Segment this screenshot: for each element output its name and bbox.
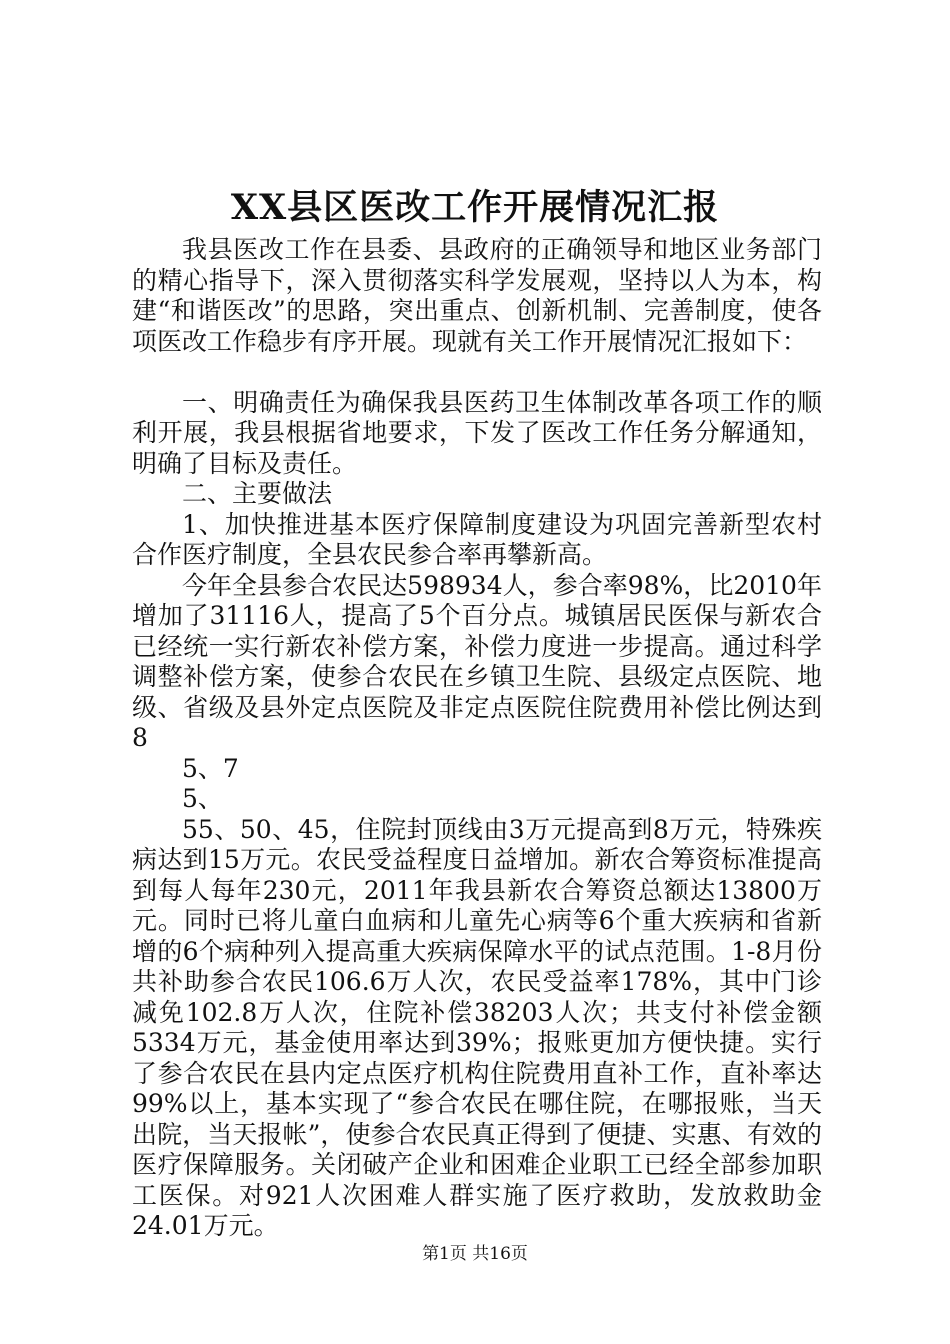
document-title: XX县区医改工作开展情况汇报 [230, 187, 720, 228]
item-one-paragraph: 1、加快推进基本医疗保障制度建设为巩固完善新型农村合作医疗制度，全县农民参合率再攀新高。 [132, 509, 822, 569]
paragraph-spacer [132, 357, 822, 388]
section-two-heading: 二、主要做法 [182, 479, 333, 508]
fragment-line-1: 5、7 [182, 753, 239, 783]
enrollment-paragraph: 今年全县参合农民达598934人，参合率98%，比2010年增加了31116人，提高了5个百分点。城镇居民医保与新农合已经统一实行新农补偿方案，补偿力度进一步提高。通过科学调整补偿方案，使参合农民在乡镇卫生院、县级定点医院、地级、省级及县外定点医院及非定点医院住院费用补偿比例达到8 [132, 570, 822, 752]
section-one-paragraph: 一、明确责任为确保我县医药卫生体制改革各项工作的顺利开展，我县根据省地要求，下发了医改工作任务分解通知，明确了目标及责任。 [132, 387, 822, 478]
page-footer: 第1页 共16页 [422, 1244, 528, 1264]
document-body [132, 235, 822, 1242]
compensation-paragraph: 55、50、45，住院封顶线由3万元提高到8万元，特殊疾病达到15万元。农民受益程度日益增加。新农合筹资标准提高到每人每年230元，2011年我县新农合筹资总额达13800万元。同时已将儿童白血病和儿童先心病等6个重大疾病和省新增的6个病种列入提高重大疾病保障水平的试点范围。1-8月份共补助参合农民106.6万人次，农民受益率178%，其中门诊减免102.8万人次，住院补偿38203人次；共支付补偿金额5334万元，基金使用率达到39%；报账更加方便快捷。实行了参合农民在县内定点医疗机构住院费用直补工作，直补率达99%以上，基本实现了“参合农民在哪住院，在哪报账，当天出院，当天报帐”，使参合农民真正得到了便捷、实惠、有效的医疗保障服务。关闭破产企业和困难企业职工已经全部参加职工医保。对921人次困难人群实施了医疗救助，发放救助金24.01万元。 [132, 814, 822, 1240]
fragment-line-2: 5、 [182, 784, 223, 813]
intro-paragraph: 我县医改工作在县委、县政府的正确领导和地区业务部门的精心指导下，深入贯彻落实科学发展观，坚持以人为本，构建“和谐医改”的思路，突出重点、创新机制、完善制度，使各项医改工作稳步有序开展。现就有关工作开展情况汇报如下： [132, 235, 822, 356]
